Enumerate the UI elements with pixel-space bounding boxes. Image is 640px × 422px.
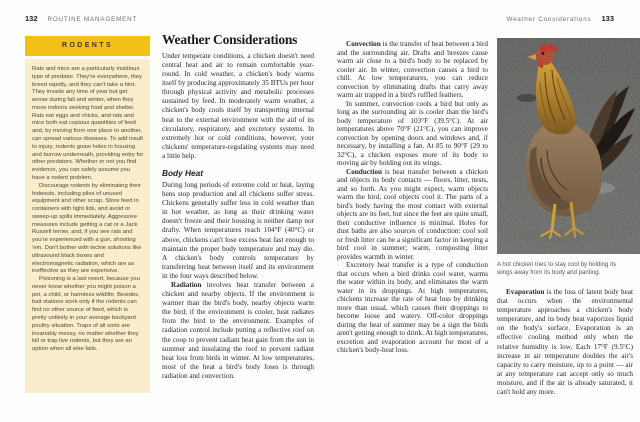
convection-paragraph [337, 40, 488, 100]
summer-convection-text: In summer, convection cools a bird but only as long as the surrounding air is cooler than the bird's body temperature of 103°F (39.5°C). At air temperatures above 70°F (21°C), you can improve convection by opening doors and windows and, if necessary, by installing a fan. At 85 to 90°F (29 to 32°C), a chicken exposes more of its body to moving air by holding out its wings. [337, 99, 488, 167]
running-head-right [506, 14, 614, 23]
photo-caption: A hot chicken tries to stay cool by holding its wings away from its body and panting. [497, 261, 617, 277]
evaporation-paragraph [497, 288, 633, 400]
left-main-column [162, 33, 314, 405]
chicken-photo [497, 38, 640, 254]
sidebar-body [25, 59, 150, 393]
conduction-lead-word: Conduction [346, 167, 382, 176]
running-head-left-text: ROUTINE MANAGEMENT [47, 16, 138, 23]
chicken-illustration [497, 38, 640, 254]
sidebar-paragraph-1: Rats and mice are a particularly insidious type of predator. They're everywhere, they breed rapidly, and they can't take a hint. They invade any time of year but get worse during fall and winter, when they move indoors seeking food and shelter. Rats eat eggs and chicks, and rats and mice both eat copious quantities of feed and, by moving from one place to another, can spread various diseases. To add insult to injury, rodents gnaw holes in housing and burrow underneath, providing entry for other predators. Whether or not you find evidence, you can safely assume you have a rodent problem. [32, 66, 144, 181]
conduction-paragraph [337, 168, 488, 262]
rodents-sidebar [25, 36, 150, 393]
page-number-left: 132 [25, 14, 38, 23]
radiation-lead-word: Radiation [171, 281, 202, 289]
evaporation-text: is the loss of latent body heat that occurs when the environmental temperature approaches a chicken's body temperature, and its body heat vaporizes liquid on the body's surface. Evaporation is an effective cooling method only when the relative humidity is low. Each 17°F (9.5°C) increase in air temperature doubles the air's capacity to carry moisture, up to a point — air at any temperature can accept only so much moisture, and if the air is already saturated, it can't hold any more. [497, 288, 633, 397]
radiation-text: involves heat transfer between a chicken and nearby objects. If the environment is warmer than the bird's body, nearby objects warm the bird; if the environment is cooler, heat radiates from the bird to the environment. Examples of radiation control include putting a reflective roof on the coop to prevent radiant heat gain from the sun in summer and insulating the roof to prevent radiant heat loss from birds in winter. At low temperatures, most of the heat a bird's body loses is through radiation and convection. [162, 281, 314, 380]
summer-convection-paragraph [337, 100, 488, 168]
sidebar-title: RODENTS [25, 36, 150, 56]
body-heat-subheading: Body Heat [162, 167, 204, 178]
running-head-left [25, 14, 137, 23]
sidebar-paragraph-3: Poisoning is a last resort, because you never know whether you might poison a pet, a child, or harmless wildlife. Besides, bait stations work only if the rodents can find no other source of feed, which is pretty unlikely in your average backyard poultry situation. Traps of all sorts are invariably messy, no matter whether they kill or trap live rodents, but they are an option when all else fails. [32, 276, 140, 353]
body-heat-paragraph: During long periods of extreme cold or heat, laying hens stop production and all chickens suffer stress. Chickens generally suffer less in cold weather than in hot weather, as long as their drinking water doesn't freeze and their housing is neither damp nor drafty. When temperatures reach 104°F (40°C) or above, chickens can't lose excess heat fast enough to maintain the proper body temperature and may die. A chicken's body controls temperature by transferring heat between itself and its environment in the four ways described below. [162, 180, 314, 280]
excretory-text: Excretory heat transfer is a type of conduction that occurs when a bird drinks cool water, warms the water within its body, and eliminates the warm water in its droppings. At high temperatures, chickens increase the rate of heat loss by drinking more than usual, which causes their droppings to become loose and watery. Off-color droppings during the heat of summer may be a sign the birds aren't getting enough to drink. At high temperatures, excretion and evaporation account for most of a chicken's body-heat loss. [337, 261, 488, 354]
running-head-right-text: Weather Considerations [506, 16, 592, 23]
right-main-column [337, 40, 488, 402]
convection-text: is the transfer of heat between a bird and the surrounding air. Drafts and breezes cause warm air close to a bird's body to be replaced by cooler air. In winter, convection causes a bird to chill. At low temperatures, you can reduce convection by eliminating drafts that carry away warm air trapped in a bird's ruffled feathers. [337, 40, 488, 99]
conduction-text: is heat transfer between a chicken and objects its body contacts — floors, litter, nests, and so forth. As you might expect, warm objects warm the bird, cool objects cool it. The parts of a bird's body having the most contact with external objects are its feet, but since the feet are quite small, their conductive influence is minimal. Holes for dust baths are also sources of conduction: cool soil or fresh litter can be a significant factor in keeping a bird cool in summer; warm, composting litter provides warmth in winter. [337, 167, 488, 261]
page-number-right: 133 [601, 14, 614, 23]
convection-lead-word: Convection [346, 40, 381, 48]
excretory-paragraph [337, 261, 488, 355]
evaporation-lead-word: Evaporation [506, 288, 545, 296]
radiation-paragraph [162, 281, 314, 381]
chapter-heading: Weather Considerations [162, 33, 298, 47]
sidebar-paragraph-2: Discourage rodents by eliminating their hideouts, including piles of unused equipment and other scrap. Store feed in containers with tight lids, and avoid or sweep-up spills immediately. Aggressive measures include getting a cat or a Jack Russell terrier, and, if you see rats and you're experienced with a gun, shooting 'em. Don't bother with techie solutions like ultrasound black boxes and electromagnetic radiation, which are as ineffective as they are expensive. [32, 182, 142, 275]
intro-paragraph: Under temperate conditions, a chicken doesn't need central heat and air to remain comfortable year-round. In cold weather, a chicken's body warms itself by producing approximately 35 BTUs per hour through physical activity and metabolic processes sustained by feed. In moderately warm weather, a chicken's body cools itself by transporting internal heat to the external environment with the aid of its circulatory, respiratory, and excretory systems. In extremely hot or cold conditions, however, your chickens' temperature-regulating systems may need a little help. [162, 51, 314, 160]
